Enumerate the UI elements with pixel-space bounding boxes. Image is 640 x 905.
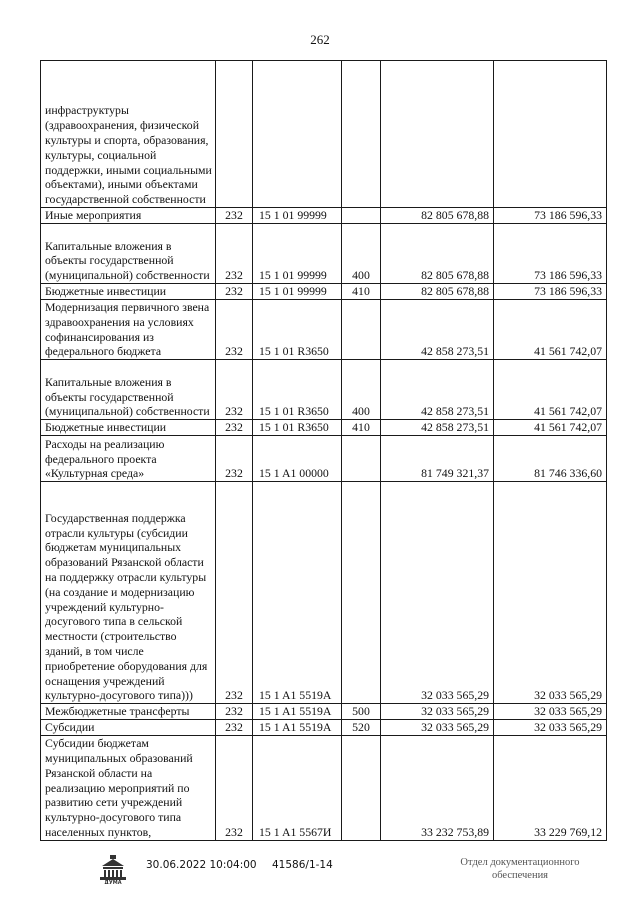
row-amount1: 33 232 753,89 (381, 736, 494, 841)
row-target: 15 1 01 R3650 (253, 420, 342, 436)
row-amount2: 41 561 742,07 (494, 300, 607, 360)
row-amount2: 73 186 596,33 (494, 224, 607, 284)
row-amount1: 81 749 321,37 (381, 436, 494, 482)
row-type: 520 (342, 720, 381, 736)
page-number: 262 (310, 32, 330, 47)
table-row (41, 482, 607, 704)
table-row (41, 284, 607, 300)
footer-doc-number: 41586/1-14 (272, 859, 333, 871)
row-name: Межбюджетные трансферты (41, 704, 216, 720)
row-amount1: 82 805 678,88 (381, 208, 494, 224)
document-footer (0, 852, 640, 892)
row-amount2: 81 746 336,60 (494, 436, 607, 482)
row-target: 15 1 A1 00000 (253, 436, 342, 482)
row-amount1: 42 858 273,51 (381, 300, 494, 360)
row-name: Иные мероприятия (41, 208, 216, 224)
row-type: 410 (342, 420, 381, 436)
row-ministry: 232 (216, 300, 253, 360)
table-row (41, 720, 607, 736)
row-amount2: 73 186 596,33 (494, 208, 607, 224)
row-type (342, 61, 381, 208)
row-amount2 (494, 61, 607, 208)
row-target: 15 1 01 R3650 (253, 360, 342, 420)
row-ministry: 232 (216, 360, 253, 420)
row-type (342, 482, 381, 704)
row-ministry: 232 (216, 284, 253, 300)
row-amount2: 41 561 742,07 (494, 420, 607, 436)
row-name: Государственная поддержка отрасли культуры (субсидии бюджетам муниципальных образований Рязанской области на поддержку отрасли культуры (на создание и модернизацию учреждений культурно-досугового типа в сельской местности (строительство зданий, в том числе приобретение оборудования для оснащения учреждений культурно-досугового типа))) (41, 482, 216, 704)
row-ministry: 232 (216, 736, 253, 841)
row-type (342, 736, 381, 841)
row-type: 410 (342, 284, 381, 300)
row-ministry: 232 (216, 482, 253, 704)
row-name: Бюджетные инвестиции (41, 420, 216, 436)
department-stamp: Отдел документационного обеспечения (460, 857, 580, 881)
table-row (41, 704, 607, 720)
table-row (41, 736, 607, 841)
row-target: 15 1 01 99999 (253, 224, 342, 284)
row-name: инфраструктуры (здравоохранения, физической культуры и спорта, образования, культуры, социальной поддержки, иными социальными объектами), иными объектами государственной собственности (41, 61, 216, 208)
row-ministry (216, 61, 253, 208)
row-amount1: 82 805 678,88 (381, 224, 494, 284)
row-name: Модернизация первичного звена здравоохранения на условиях софинансирования из федерального бюджета (41, 300, 216, 360)
row-target: 15 1 A1 5519A (253, 720, 342, 736)
table-row (41, 420, 607, 436)
row-target: 15 1 01 R3650 (253, 300, 342, 360)
row-target: 15 1 A1 5519A (253, 482, 342, 704)
table-row (41, 208, 607, 224)
footer-date: 30.06.2022 10:04:00 (146, 859, 257, 871)
row-target: 15 1 A1 5519A (253, 704, 342, 720)
row-ministry: 232 (216, 420, 253, 436)
row-target: 15 1 01 99999 (253, 284, 342, 300)
row-type (342, 208, 381, 224)
table-row (41, 360, 607, 420)
row-amount2: 32 033 565,29 (494, 704, 607, 720)
row-ministry: 232 (216, 704, 253, 720)
row-name: Капитальные вложения в объекты государственной (муниципальной) собственности (41, 224, 216, 284)
row-type: 500 (342, 704, 381, 720)
logo-text: ДУМА (104, 880, 122, 884)
row-target (253, 61, 342, 208)
row-amount1: 32 033 565,29 (381, 704, 494, 720)
row-name: Субсидии бюджетам муниципальных образований Рязанской области на реализацию мероприятий по развитию сети учреждений культурно-досугового типа населенных пунктов, (41, 736, 216, 841)
row-ministry: 232 (216, 720, 253, 736)
row-ministry: 232 (216, 436, 253, 482)
row-type (342, 436, 381, 482)
row-amount1: 32 033 565,29 (381, 482, 494, 704)
table-row (41, 300, 607, 360)
row-type: 400 (342, 360, 381, 420)
row-amount1 (381, 61, 494, 208)
row-amount2: 32 033 565,29 (494, 482, 607, 704)
budget-table (40, 60, 607, 841)
row-amount1: 42 858 273,51 (381, 360, 494, 420)
row-amount2: 41 561 742,07 (494, 360, 607, 420)
row-ministry: 232 (216, 208, 253, 224)
row-ministry: 232 (216, 224, 253, 284)
table-row (41, 61, 607, 208)
table-row (41, 224, 607, 284)
row-name: Бюджетные инвестиции (41, 284, 216, 300)
duma-building-icon (96, 854, 130, 884)
row-type (342, 300, 381, 360)
row-amount2: 33 229 769,12 (494, 736, 607, 841)
row-target: 15 1 A1 5567И (253, 736, 342, 841)
row-amount2: 32 033 565,29 (494, 720, 607, 736)
row-amount1: 32 033 565,29 (381, 720, 494, 736)
row-target: 15 1 01 99999 (253, 208, 342, 224)
row-name: Расходы на реализацию федерального проекта «Культурная среда» (41, 436, 216, 482)
row-amount2: 73 186 596,33 (494, 284, 607, 300)
row-name: Субсидии (41, 720, 216, 736)
row-type: 400 (342, 224, 381, 284)
row-amount1: 82 805 678,88 (381, 284, 494, 300)
row-name: Капитальные вложения в объекты государственной (муниципальной) собственности (41, 360, 216, 420)
table-row (41, 436, 607, 482)
row-amount1: 42 858 273,51 (381, 420, 494, 436)
